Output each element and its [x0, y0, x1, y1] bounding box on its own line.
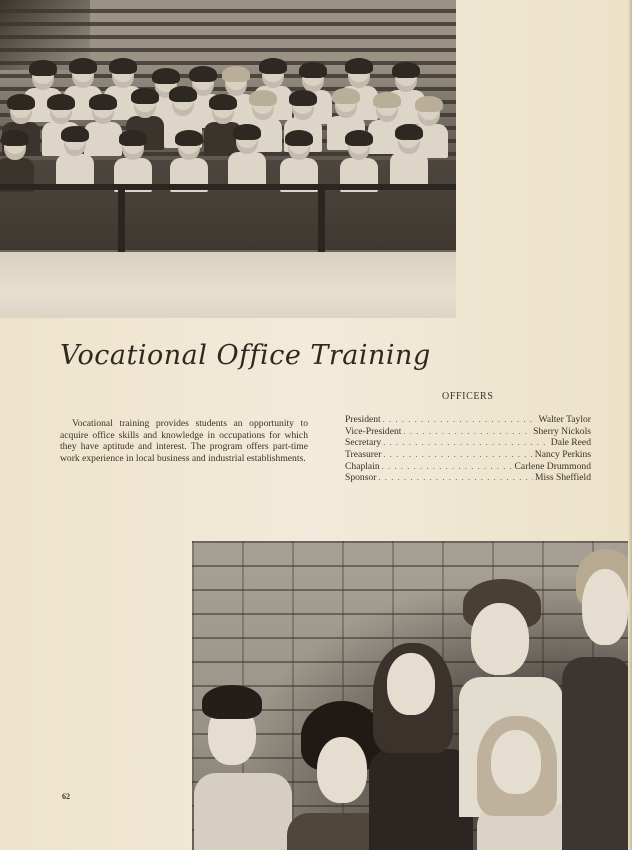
officers-photo: [192, 541, 628, 850]
officer-name: Walter Taylor: [538, 414, 591, 425]
officer-row: [345, 472, 591, 484]
officer-row: [345, 426, 591, 438]
officers-heading: OFFICERS: [442, 391, 494, 402]
page-number: 62: [62, 792, 70, 801]
officer-name: Nancy Perkins: [534, 449, 591, 461]
officer-role: President: [345, 414, 381, 425]
officer-row: [345, 414, 591, 426]
officer-name: Sherry Nickols: [533, 425, 591, 437]
dot-leader: [382, 461, 513, 473]
group-photo: [0, 0, 456, 318]
officer-figure: [192, 681, 302, 850]
dot-leader: [383, 449, 532, 461]
railing: [0, 184, 456, 190]
officer-role: Sponsor: [345, 472, 377, 484]
officer-figure: [562, 549, 628, 849]
officer-role: Secretary: [345, 437, 382, 449]
officer-row: [345, 461, 591, 473]
page-title: Vocational Office Training: [60, 340, 431, 371]
officer-row: [345, 449, 591, 461]
officers-list: [345, 414, 591, 484]
officer-role: Chaplain: [345, 460, 380, 472]
officer-name: Miss Sheffield: [534, 472, 591, 484]
description-paragraph: Vocational training provides students an opportunity to acquire office skills and knowledge in occupations for which they have aptitude and interest. The program offers part-time work experience in local business and industrial establishments.: [60, 418, 308, 464]
dot-leader: [383, 437, 549, 449]
dot-leader: [403, 426, 531, 438]
officer-row: [345, 437, 591, 449]
dot-leader: [383, 414, 537, 426]
officer-name: Dale Reed: [550, 437, 591, 449]
officer-name: Carlene Drummond: [514, 460, 591, 472]
officer-role: Treasurer: [345, 449, 382, 461]
dot-leader: [378, 472, 532, 484]
officer-role: Vice-President: [345, 425, 402, 437]
gym-floor: [0, 252, 456, 318]
